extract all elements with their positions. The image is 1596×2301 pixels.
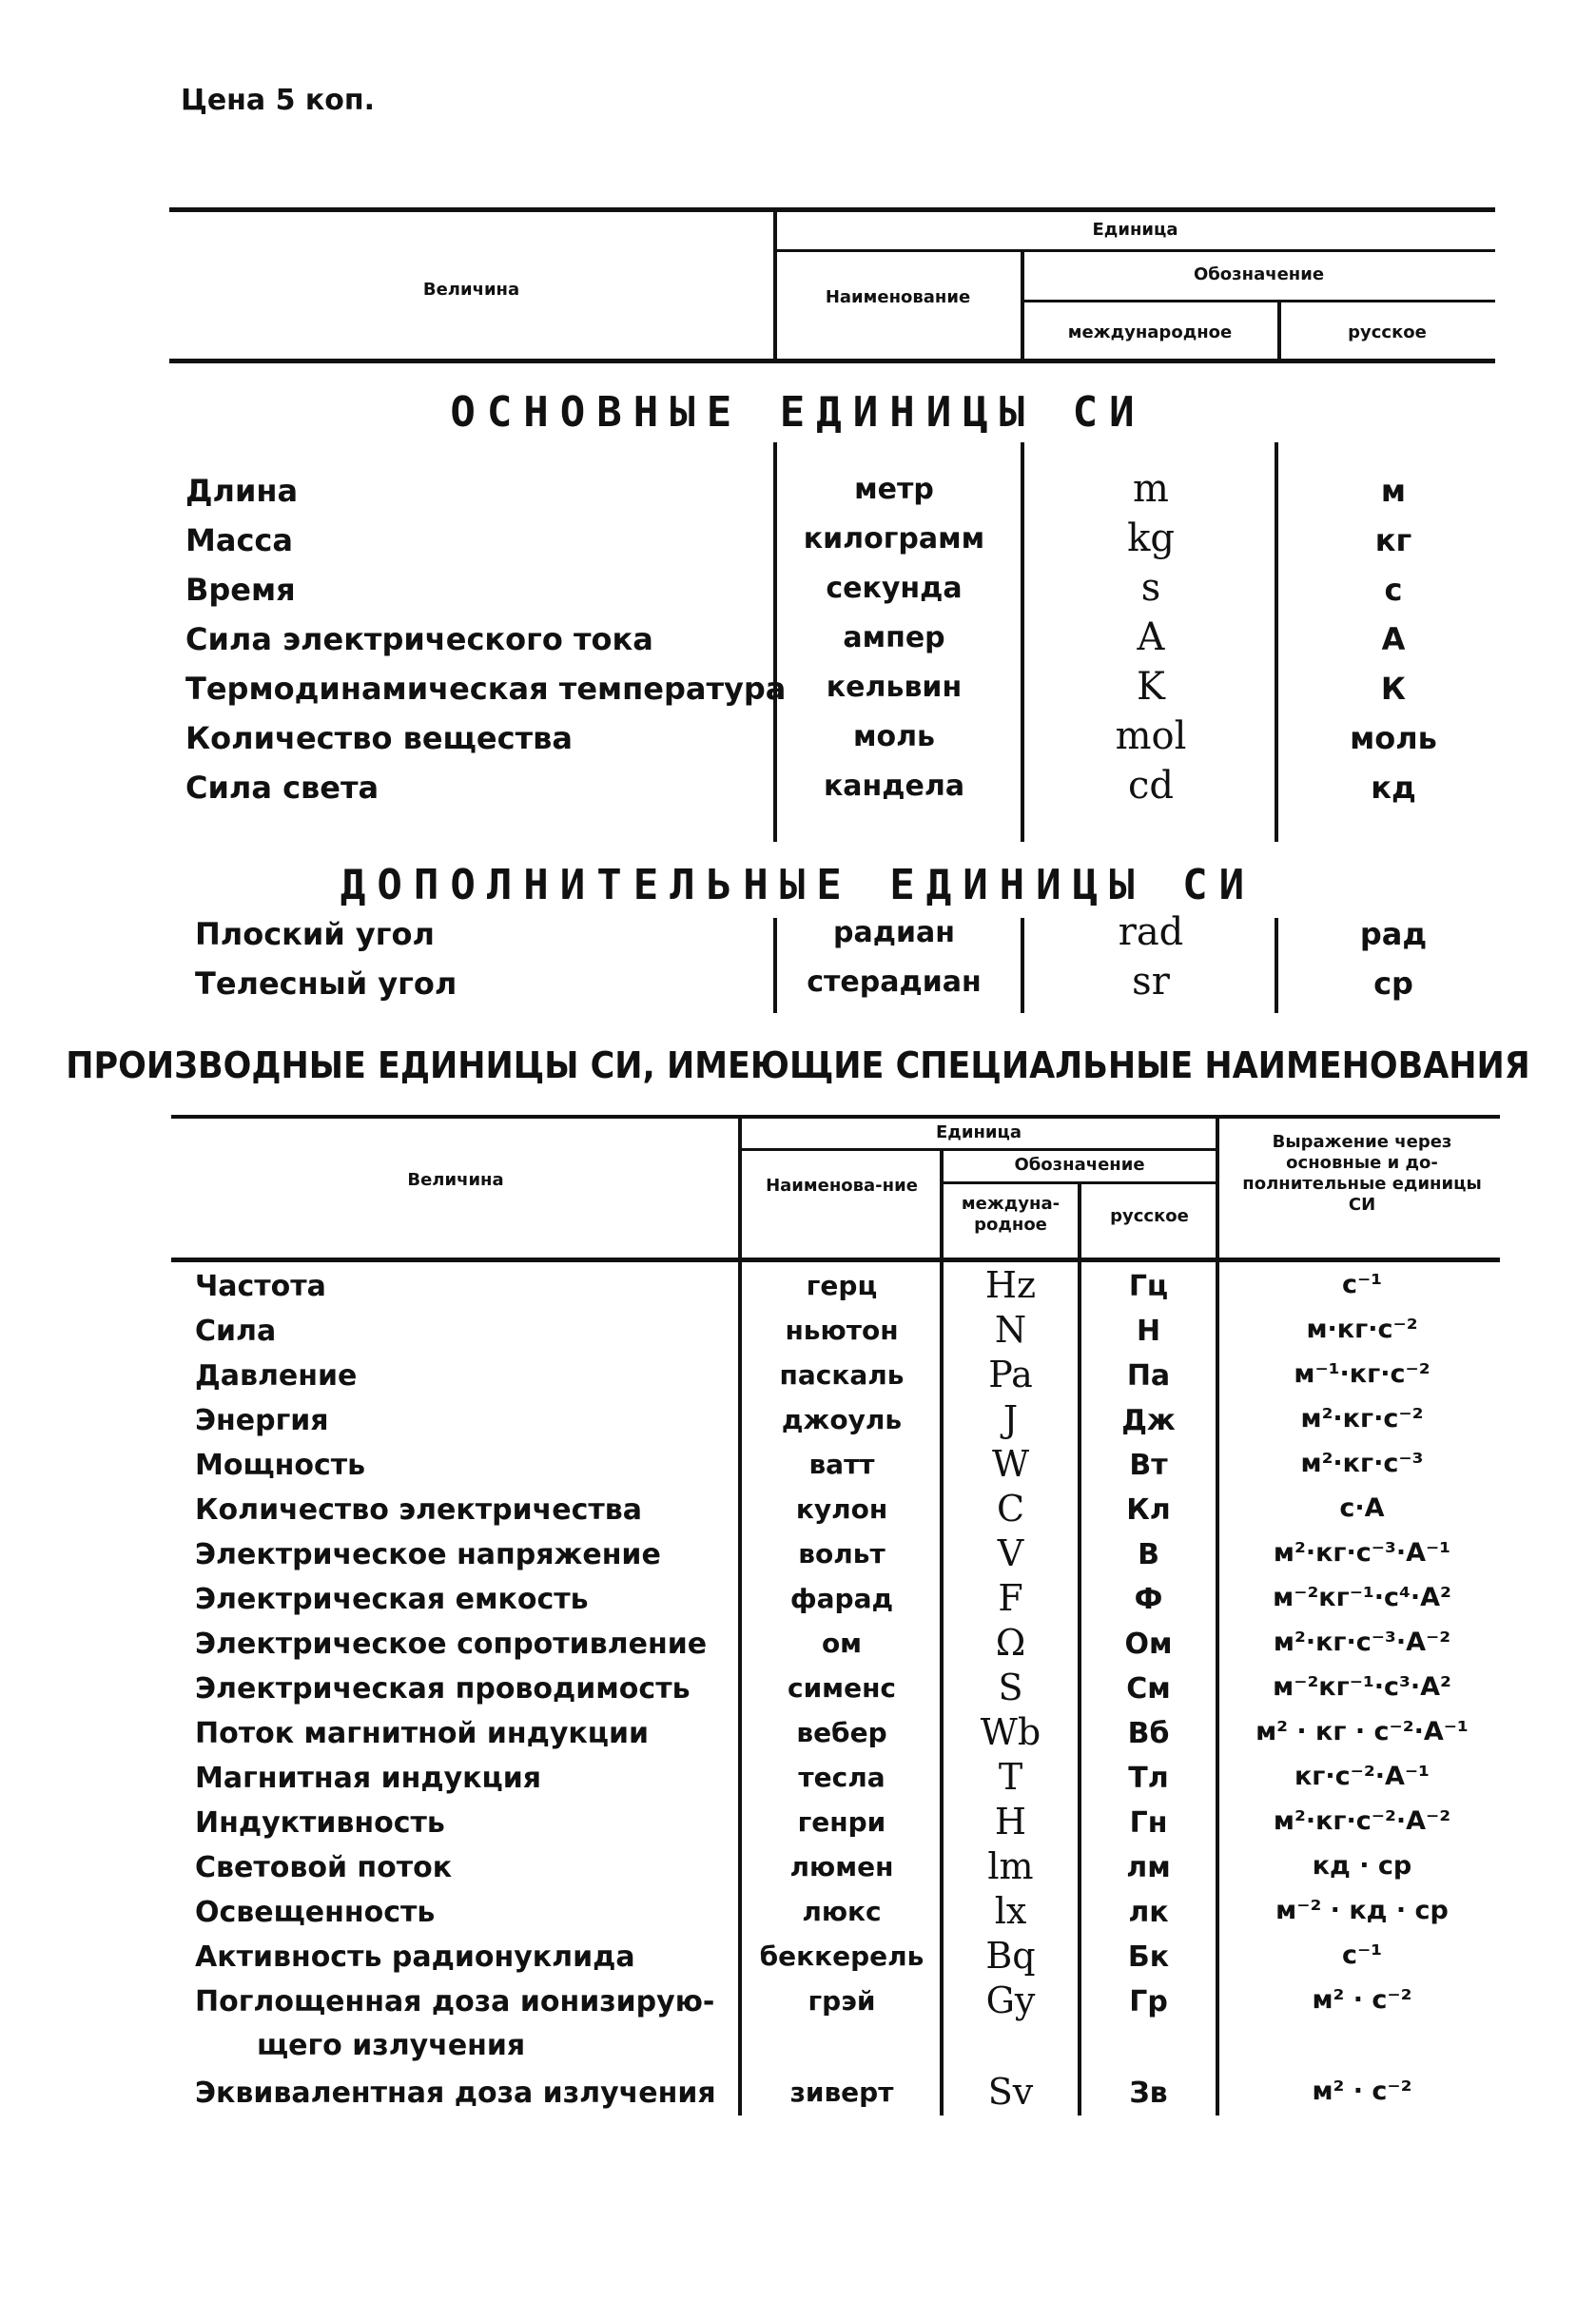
- unit-rule: [775, 249, 1495, 252]
- header2-unit: Единица: [936, 1122, 1022, 1142]
- table-row: [0, 1756, 1596, 1806]
- quantity-cell: Индуктивность: [195, 1806, 445, 1840]
- unit-name-cell: метр: [854, 473, 934, 506]
- unit-name-cell: секунда: [826, 572, 963, 605]
- intl-symbol-cell: rad: [1118, 910, 1184, 954]
- rus-symbol-cell: м: [1380, 473, 1407, 509]
- intl-symbol-cell: sr: [1132, 960, 1170, 1004]
- table-row: [0, 2071, 1596, 2121]
- intl-symbol-cell: lm: [987, 1845, 1034, 1887]
- table-row: [0, 1354, 1596, 1404]
- quantity-cell: Активность радионуклида: [195, 1940, 635, 1974]
- header2-international: междуна-родное: [961, 1194, 1061, 1235]
- intl-symbol-cell: H: [994, 1801, 1027, 1843]
- intl-symbol-cell: V: [997, 1532, 1024, 1574]
- table2-top-rule: [171, 1115, 1500, 1119]
- header2-russian: русское: [1110, 1206, 1189, 1226]
- unit-name-cell: кулон: [795, 1493, 888, 1525]
- intl-symbol-cell: Wb: [980, 1711, 1041, 1753]
- expression-cell: кд · ср: [1312, 1851, 1412, 1881]
- intl-symbol-cell: T: [998, 1756, 1023, 1798]
- quantity-cell: Поглощенная доза ионизирую-: [195, 1985, 715, 2018]
- table-row: [0, 1443, 1596, 1493]
- rus-symbol-cell: кд: [1371, 770, 1416, 806]
- quantity-cell: Магнитная индукция: [195, 1762, 541, 1795]
- intl-symbol-cell: Ω: [995, 1622, 1026, 1664]
- header2-designation: Обозначение: [1014, 1155, 1145, 1175]
- expression-cell: м²·кг·с⁻³: [1300, 1449, 1424, 1478]
- intl-symbol-cell: A: [1137, 615, 1165, 659]
- quantity-cell: Сила света: [185, 770, 380, 806]
- unit-name-cell: люмен: [789, 1851, 894, 1882]
- expression-cell: с⁻¹: [1341, 1270, 1383, 1299]
- rus-symbol-cell: Тл: [1128, 1762, 1169, 1795]
- quantity-cell: Электрическое напряжение: [195, 1538, 661, 1571]
- unit-name-cell: джоуль: [781, 1404, 903, 1435]
- intl-symbol-cell: mol: [1115, 714, 1187, 758]
- unit-name-cell: фарад: [789, 1583, 894, 1614]
- table-row: [0, 1801, 1596, 1851]
- table-row: [0, 1398, 1596, 1449]
- quantity-cell: Поток магнитной индукции: [195, 1717, 650, 1750]
- quantity-cell: Электрическое сопротивление: [195, 1628, 708, 1661]
- intl-symbol-cell: F: [998, 1577, 1023, 1619]
- rus-symbol-cell: Н: [1136, 1315, 1161, 1348]
- quantity-cell: Количество электричества: [195, 1493, 642, 1527]
- intl-symbol-cell: W: [991, 1443, 1030, 1485]
- header-designation: Обозначение: [1193, 264, 1325, 284]
- intl-symbol-cell: Pa: [988, 1354, 1033, 1395]
- table-row: [0, 714, 1596, 770]
- quantity-cell: Время: [185, 572, 296, 608]
- unit-name-cell: стерадиан: [807, 965, 982, 999]
- header-international: международное: [1067, 322, 1233, 342]
- table1-header-bottom-rule: [169, 359, 1495, 363]
- rus-symbol-cell: Ом: [1124, 1628, 1173, 1661]
- rus-symbol-cell: Гц: [1128, 1270, 1169, 1303]
- rus-symbol-cell: кг: [1374, 522, 1412, 558]
- table-row: [0, 467, 1596, 522]
- header2-expression: Выражение через основные и до-полнительные единицы СИ: [1242, 1132, 1482, 1215]
- quantity-cell: Сила: [195, 1315, 277, 1348]
- unit-name-cell: грэй: [808, 1985, 876, 2017]
- quantity-cell: Телесный угол: [195, 965, 457, 1002]
- unit-name-cell: герц: [806, 1270, 878, 1301]
- intl-symbol-cell: lx: [994, 1890, 1027, 1932]
- unit-name-cell: килограмм: [803, 522, 985, 556]
- rus-symbol-cell: с: [1384, 572, 1403, 608]
- expression-cell: м⁻¹·кг·с⁻²: [1294, 1359, 1431, 1389]
- unit-name-cell: генри: [797, 1806, 886, 1838]
- table-row: [0, 1264, 1596, 1315]
- expression-cell: м² · с⁻²: [1312, 2077, 1412, 2106]
- intl-symbol-cell: Sv: [987, 2071, 1034, 2113]
- unit-name-cell: ватт: [808, 1449, 875, 1480]
- expression-cell: м²·кг·с⁻²: [1300, 1404, 1424, 1433]
- rus-symbol-cell: ср: [1373, 965, 1413, 1002]
- quantity-cell: Термодинамическая температура: [185, 671, 787, 707]
- rus-symbol-cell: Вб: [1127, 1717, 1170, 1750]
- expression-cell: с⁻¹: [1341, 1940, 1383, 1970]
- table-row: [0, 1622, 1596, 1672]
- unit-name-cell: кельвин: [826, 671, 963, 704]
- table-row: [0, 615, 1596, 671]
- rus-symbol-cell: Вт: [1129, 1449, 1168, 1482]
- expression-cell: м²·кг·с⁻³·А⁻¹: [1273, 1538, 1451, 1568]
- expression-cell: с·А: [1339, 1493, 1385, 1523]
- rus-symbol-cell: лк: [1128, 1896, 1169, 1929]
- section-basic-title: ОСНОВНЫЕ ЕДИНИЦЫ СИ: [450, 388, 1146, 437]
- table-row: [0, 1577, 1596, 1628]
- quantity-cell: Сила электрического тока: [185, 621, 653, 657]
- rus-symbol-cell: лм: [1126, 1851, 1171, 1884]
- rus-symbol-cell: Зв: [1129, 2077, 1168, 2110]
- table-row: [0, 566, 1596, 621]
- intl-symbol-cell: kg: [1127, 517, 1175, 560]
- unit-name-cell: тесла: [798, 1762, 886, 1793]
- rus-symbol-cell: Ф: [1134, 1583, 1163, 1616]
- rus-symbol-cell: А: [1381, 621, 1406, 657]
- expression-cell: м²·кг·с⁻³·А⁻²: [1273, 1628, 1451, 1657]
- table-row: [0, 665, 1596, 720]
- section-supplementary-title: ДОПОЛНИТЕЛЬНЫЕ ЕДИНИЦЫ СИ: [340, 861, 1256, 909]
- unit-name-cell: ом: [821, 1628, 863, 1659]
- rus-symbol-cell: К: [1380, 671, 1407, 707]
- expression-cell: м² · с⁻²: [1312, 1985, 1412, 2015]
- unit-name-cell: ньютон: [785, 1315, 899, 1346]
- header2-name: Наименова-ние: [766, 1176, 918, 1196]
- quantity-cell: Мощность: [195, 1449, 366, 1482]
- designation-rule: [1022, 300, 1495, 302]
- price-label: Цена 5 коп.: [181, 84, 376, 117]
- unit-name-cell: вольт: [798, 1538, 886, 1570]
- quantity-cell: Эквивалентная доза излучения: [195, 2077, 716, 2110]
- table-row: [0, 1309, 1596, 1359]
- quantity-continuation-cell: щего излучения: [257, 2029, 526, 2062]
- unit-name-cell: радиан: [833, 916, 955, 949]
- expression-cell: м⁻² · кд · ср: [1275, 1896, 1449, 1925]
- quantity-cell: Масса: [185, 522, 293, 558]
- rus-symbol-cell: Бк: [1127, 1940, 1170, 1974]
- quantity-cell: Электрическая емкость: [195, 1583, 589, 1616]
- unit-name-cell: вебер: [796, 1717, 887, 1748]
- rus-symbol-cell: Кл: [1126, 1493, 1171, 1527]
- expression-cell: м²·кг·с⁻²·А⁻²: [1273, 1806, 1451, 1836]
- table-row: [0, 1979, 1596, 2062]
- unit-name-cell: моль: [852, 720, 936, 753]
- header2-quantity: Величина: [407, 1170, 504, 1190]
- intl-symbol-cell: Gy: [985, 1979, 1036, 2021]
- intl-symbol-cell: Bq: [985, 1935, 1036, 1977]
- expression-cell: м⁻²кг⁻¹·с⁴·А²: [1273, 1583, 1451, 1612]
- table-row: [0, 1935, 1596, 1985]
- table-row: [0, 910, 1596, 965]
- unit-name-cell: сименс: [787, 1672, 897, 1704]
- intl-symbol-cell: m: [1133, 467, 1169, 511]
- intl-symbol-cell: N: [994, 1309, 1027, 1351]
- quantity-cell: Плоский угол: [195, 916, 435, 952]
- quantity-cell: Энергия: [195, 1404, 329, 1437]
- header-russian: русское: [1348, 322, 1427, 342]
- rus-symbol-cell: рад: [1359, 916, 1428, 952]
- table-row: [0, 764, 1596, 819]
- table-row: [0, 1532, 1596, 1583]
- rus-symbol-cell: См: [1126, 1672, 1171, 1706]
- section-derived-title: ПРОИЗВОДНЫЕ ЕДИНИЦЫ СИ, ИМЕЮЩИЕ СПЕЦИАЛЬНЫЕ НАИМЕНОВАНИЯ: [66, 1044, 1530, 1086]
- expression-cell: м⁻²кг⁻¹·с³·А²: [1273, 1672, 1451, 1702]
- quantity-cell: Частота: [195, 1270, 326, 1303]
- intl-symbol-cell: J: [1002, 1398, 1019, 1440]
- intl-symbol-cell: K: [1137, 665, 1165, 709]
- quantity-cell: Длина: [185, 473, 299, 509]
- table-row: [0, 1667, 1596, 1717]
- rus-symbol-cell: Дж: [1121, 1404, 1176, 1437]
- table1-top-rule: [169, 207, 1495, 212]
- intl-symbol-cell: cd: [1127, 764, 1174, 808]
- table2-header-bottom-rule: [171, 1258, 1500, 1262]
- rus-symbol-cell: Гр: [1129, 1985, 1168, 2018]
- intl-symbol-cell: C: [996, 1488, 1025, 1530]
- unit-name-cell: кандела: [823, 770, 965, 803]
- table-row: [0, 517, 1596, 572]
- table-row: [0, 1890, 1596, 1940]
- unit-name-cell: ампер: [843, 621, 945, 654]
- rus-symbol-cell: Гн: [1129, 1806, 1168, 1840]
- intl-symbol-cell: S: [998, 1667, 1023, 1708]
- quantity-cell: Количество вещества: [185, 720, 573, 756]
- intl-symbol-cell: Hz: [984, 1264, 1037, 1306]
- quantity-cell: Освещенность: [195, 1896, 436, 1929]
- table-row: [0, 1711, 1596, 1762]
- header-unit: Единица: [1092, 220, 1178, 240]
- intl-symbol-cell: s: [1140, 566, 1161, 610]
- unit-name-cell: паскаль: [779, 1359, 905, 1391]
- quantity-cell: Световой поток: [195, 1851, 453, 1884]
- header-quantity: Величина: [422, 280, 520, 300]
- unit-name-cell: люкс: [802, 1896, 882, 1927]
- unit-name-cell: беккерель: [759, 1940, 925, 1972]
- quantity-cell: Давление: [195, 1359, 358, 1393]
- rus-symbol-cell: Па: [1126, 1359, 1171, 1393]
- expression-cell: кг·с⁻²·А⁻¹: [1294, 1762, 1430, 1791]
- rus-symbol-cell: В: [1138, 1538, 1159, 1571]
- rus-symbol-cell: моль: [1350, 720, 1437, 756]
- header-name: Наименование: [825, 287, 971, 307]
- expression-cell: м·кг·с⁻²: [1306, 1315, 1418, 1344]
- unit-name-cell: зиверт: [789, 2077, 894, 2108]
- quantity-cell: Электрическая проводимость: [195, 1672, 691, 1706]
- table-row: [0, 1845, 1596, 1896]
- table-row: [0, 960, 1596, 1015]
- table2-unit-rule: [740, 1148, 1217, 1151]
- expression-cell: м² · кг · с⁻²·А⁻¹: [1255, 1717, 1469, 1746]
- table-row: [0, 1488, 1596, 1538]
